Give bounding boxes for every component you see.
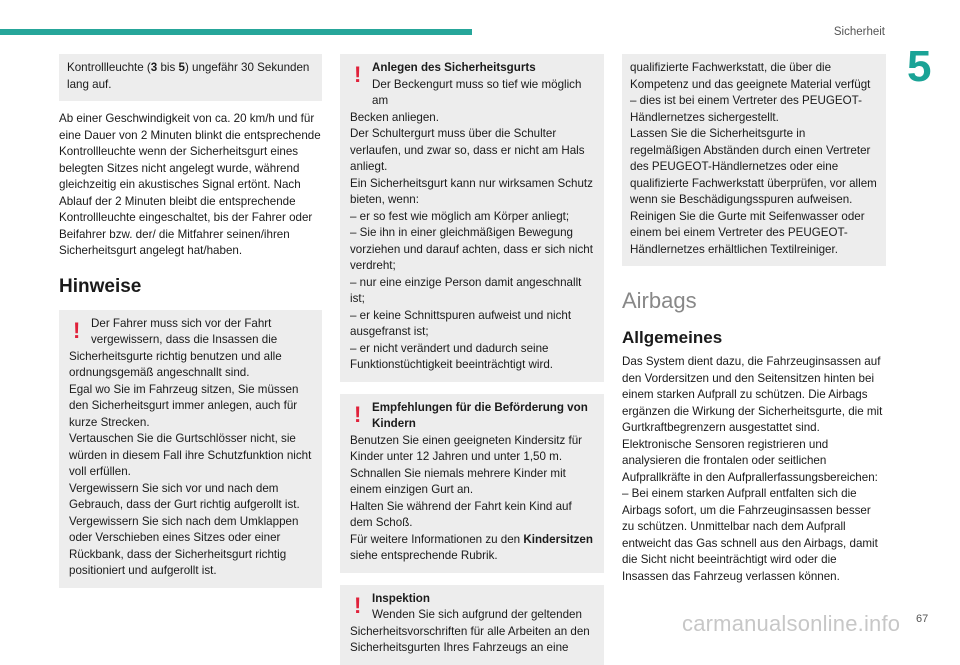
warning-icon: ! [354, 592, 362, 618]
section-title: Sicherheit [833, 26, 885, 38]
warning-title: Inspektion [372, 591, 430, 605]
column-left [59, 54, 322, 588]
info-box-text: Kontrollleuchte (3 bis 5) ungefähr 30 Sekunden lang auf. [67, 61, 310, 91]
airbag-paragraphs: Das System dient dazu, die Fahrzeuginsassen auf den Vordersitzen und den Seitensitzen hinten bei einem starken Aufprall zu schützen. Die Airbags ergänzen die Wirkung der Sicherheitsgurte, die mit Gurtkraftbegrenzern ausgestattet sind. Elektronische Sensoren registrieren und analysieren die frontalen oder seitlichen Aufprallkräfte in den Aufprallerfassungsbereichen: – Bei einem starken Aufprall entfalten sich die Airbags sofort, um die Fahrzeuginsassen besser zu schützen. Unmittelbar nach dem Aufprall entweicht das Gas schnell aus den Airbags, damit die Sicht nicht beeinträchtigt wird oder die Insassen das Fahrzeug verlassen können. [622, 355, 883, 583]
warning-box-inspektion: ! Inspektion Wenden Sie sich aufgrund der geltenden Sicherheitsvorschriften für alle Arbeiten an den Sicherheitsgurten Ihres Fahrzeugs an eine [340, 585, 604, 665]
warning-box-hinweise: ! Der Fahrer muss sich vor der Fahrt vergewissern, dass die Insassen die Sicherheitsgurte richtig benutzen und alle ordnungsgemäß angeschnallt sind. Egal wo Sie im Fahrzeug sitzen, Sie müssen den Sicherheitsgurt immer anlegen, auch für kurze Strecken. Vertauschen Sie die Gurtschlösser nicht, sie würden in diesem Fall ihre Schutzfunktion nicht voll erfüllen. Vergewissern Sie sich vor und nach dem Gebrauch, dass der Gurt richtig aufgerollt ist. Vergewissern Sie sich nach dem Umklappen oder Verschieben eines Sitzes oder einer Rückbank, dass der Sicherheitsgurt richtig positioniert und aufgerollt ist. [59, 310, 322, 588]
continued-box-inspektion: qualifizierte Fachwerkstatt, die über die Kompetenz und das geeignete Material verfügt – dies ist bei einem Vertreter des PEUGEOT-Händlernetzes sichergestellt. Lassen Sie die Sicherheitsgurte in regelmäßigen Abständen durch einen Vertreter des PEUGEOT-Händlernetzes oder eine qualifizierte Fachwerkstatt überprüfen, vor allem wenn sie Beschädigungsspuren aufweisen. Reinigen Sie die Gurte mit Seifenwasser oder einem bei einem Vertreter des PEUGEOT-Händlernetzes erhältlichen Textilreiniger. [622, 54, 886, 266]
subheading-allgemeines: Allgemeines [622, 328, 723, 347]
column-middle [340, 54, 604, 665]
page-number: 67 [916, 613, 929, 625]
warning-icon: ! [354, 62, 362, 87]
warning-icon: ! [73, 317, 81, 343]
watermark: carmanualsonline.info [682, 611, 901, 636]
column-right [622, 54, 886, 585]
warning-icon: ! [354, 401, 362, 427]
warning-box-kinder: ! Empfehlungen für die Beförderung von Kindern Benutzen Sie einen geeigneten Kindersitz für Kinder unter 12 Jahren und unter 1,50 m. Schnallen Sie niemals mehrere Kinder mit einem einzigen Gurt an. Halten Sie während der Fahrt kein Kind auf dem Schoß. Für weitere Informationen zu den Kindersitzen siehe entsprechende Rubrik. [340, 394, 604, 573]
heading-hinweise: Hinweise [59, 275, 142, 297]
warning-box-anlegen: ! Anlegen des Sicherheitsgurts Der Beckengurt muss so tief wie möglich am Becken anliegen. Der Schultergurt muss über die Schulter verlaufen, und zwar so, dass er nicht am Hals anliegt. Ein Sicherheitsgurt kann nur wirksamen Schutz bieten, wenn: – er so fest wie möglich am Körper anliegt; – Sie ihn in einer gleichmäßigen Bewegung vorziehen und darauf achten, dass er sich nicht verdreht; – nur eine einzige Person damit angeschnallt ist; – er keine Schnittspuren aufweist und nicht ausgefranst ist; – er nicht verändert und dadurch seine Funktionstüchtigkeit beeinträchtigt wird. [340, 54, 604, 382]
cross-reference: Für weitere Informationen zu den Kindersitzen siehe entsprechende Rubrik. [350, 532, 593, 562]
paragraph-seatbelt-warning: Ab einer Geschwindigkeit von ca. 20 km/h und für eine Dauer von 2 Minuten blinkt die entsprechende Kontrollleuchte wenn der Sicherheitsgurt eines belegten Sitzes nicht angelegt wurde, während gleichzeitig ein akustisches Signal ertönt. Nach Ablauf der 2 Minuten bleibt die entsprechende Kontrollleuchte eingeschaltet, bis der Fahrer oder Beifahrer bzw. der/ die Mitfahrer seinen/ihren Sicherheitsgurt angelegt hat/haben. [59, 112, 321, 257]
info-box [59, 54, 322, 101]
warning-title: Anlegen des Sicherheitsgurts [372, 61, 536, 74]
heading-airbags: Airbags [622, 288, 697, 313]
warning-title: Empfehlungen für die Beförderung von Kindern [372, 400, 588, 430]
chapter-number: 5 [907, 42, 932, 91]
header-accent-bar [0, 29, 472, 35]
